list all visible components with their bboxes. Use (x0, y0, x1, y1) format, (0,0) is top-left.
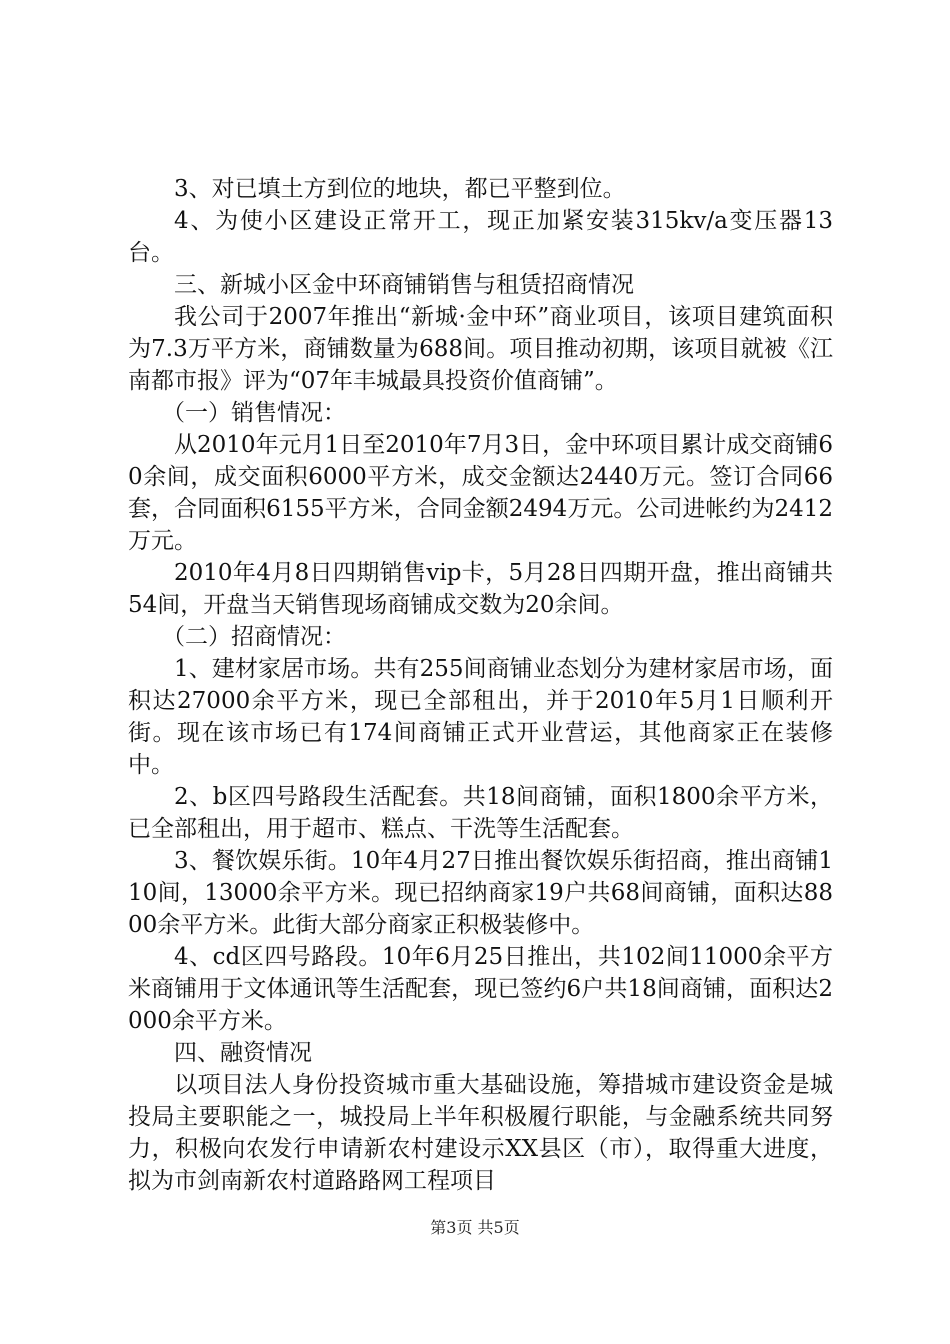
paragraph-leasing-1: 1、建材家居市场。共有255间商铺业态划分为建材家居市场，面积达27000余平方米，现已全部租出，并于2010年5月1日顺利开街。现在该市场已有174间商铺正式开业营运，其他商家正在装修中。 (128, 656, 833, 778)
paragraph-item-4: 4、为使小区建设正常开工，现正加紧安装315kv/a变压器13台。 (128, 208, 833, 266)
paragraph-financing: 以项目法人身份投资城市重大基础设施，筹措城市建设资金是城投局主要职能之一，城投局上半年积极履行职能，与金融系统共同努力，积极向农发行申请新农村建设示XX县区（市），取得重大进度，拟为市剑南新农村道路路网工程项目 (128, 1072, 833, 1194)
document-body (128, 173, 833, 1197)
paragraph-phase-four-sales: 2010年4月8日四期销售vip卡，5月28日四期开盘，推出商铺共54间，开盘当天销售现场商铺成交数为20余间。 (128, 560, 833, 618)
paragraph-leasing-3: 3、餐饮娱乐街。10年4月27日推出餐饮娱乐街招商，推出商铺110间，13000余平方米。现已招纳商家19户共68间商铺，面积达8800余平方米。此街大部分商家正积极装修中。 (128, 848, 833, 938)
paragraph-project-intro: 我公司于2007年推出“新城·金中环”商业项目，该项目建筑面积为7.3万平方米，商铺数量为688间。项目推动初期，该项目就被《江南都市报》评为“07年丰城最具投资价值商铺”。 (128, 304, 833, 394)
paragraph-leasing-4: 4、cd区四号路段。10年6月25日推出，共102间11000余平方米商铺用于文体通讯等生活配套，现已签约6户共18间商铺，面积达2000余平方米。 (128, 944, 833, 1034)
subheading-sales: （一）销售情况： (162, 400, 346, 426)
page-footer: 第3页 共5页 (430, 1218, 520, 1237)
paragraph-leasing-2: 2、b区四号路段生活配套。共18间商铺，面积1800余平方米，已全部租出，用于超市、糕点、干洗等生活配套。 (128, 784, 833, 842)
subheading-leasing: （二）招商情况： (162, 624, 346, 650)
paragraph-sales-summary: 从2010年元月1日至2010年7月3日，金中环项目累计成交商铺60余间，成交面积6000平方米，成交金额达2440万元。签订合同66套，合同面积6155平方米，合同金额2494万元。公司进帐约为2412万元。 (128, 432, 833, 554)
section-heading-4: 四、融资情况 (174, 1040, 312, 1066)
paragraph-item-3: 3、对已填土方到位的地块，都已平整到位。 (174, 176, 626, 202)
section-heading-3: 三、新城小区金中环商铺销售与租赁招商情况 (174, 272, 634, 298)
